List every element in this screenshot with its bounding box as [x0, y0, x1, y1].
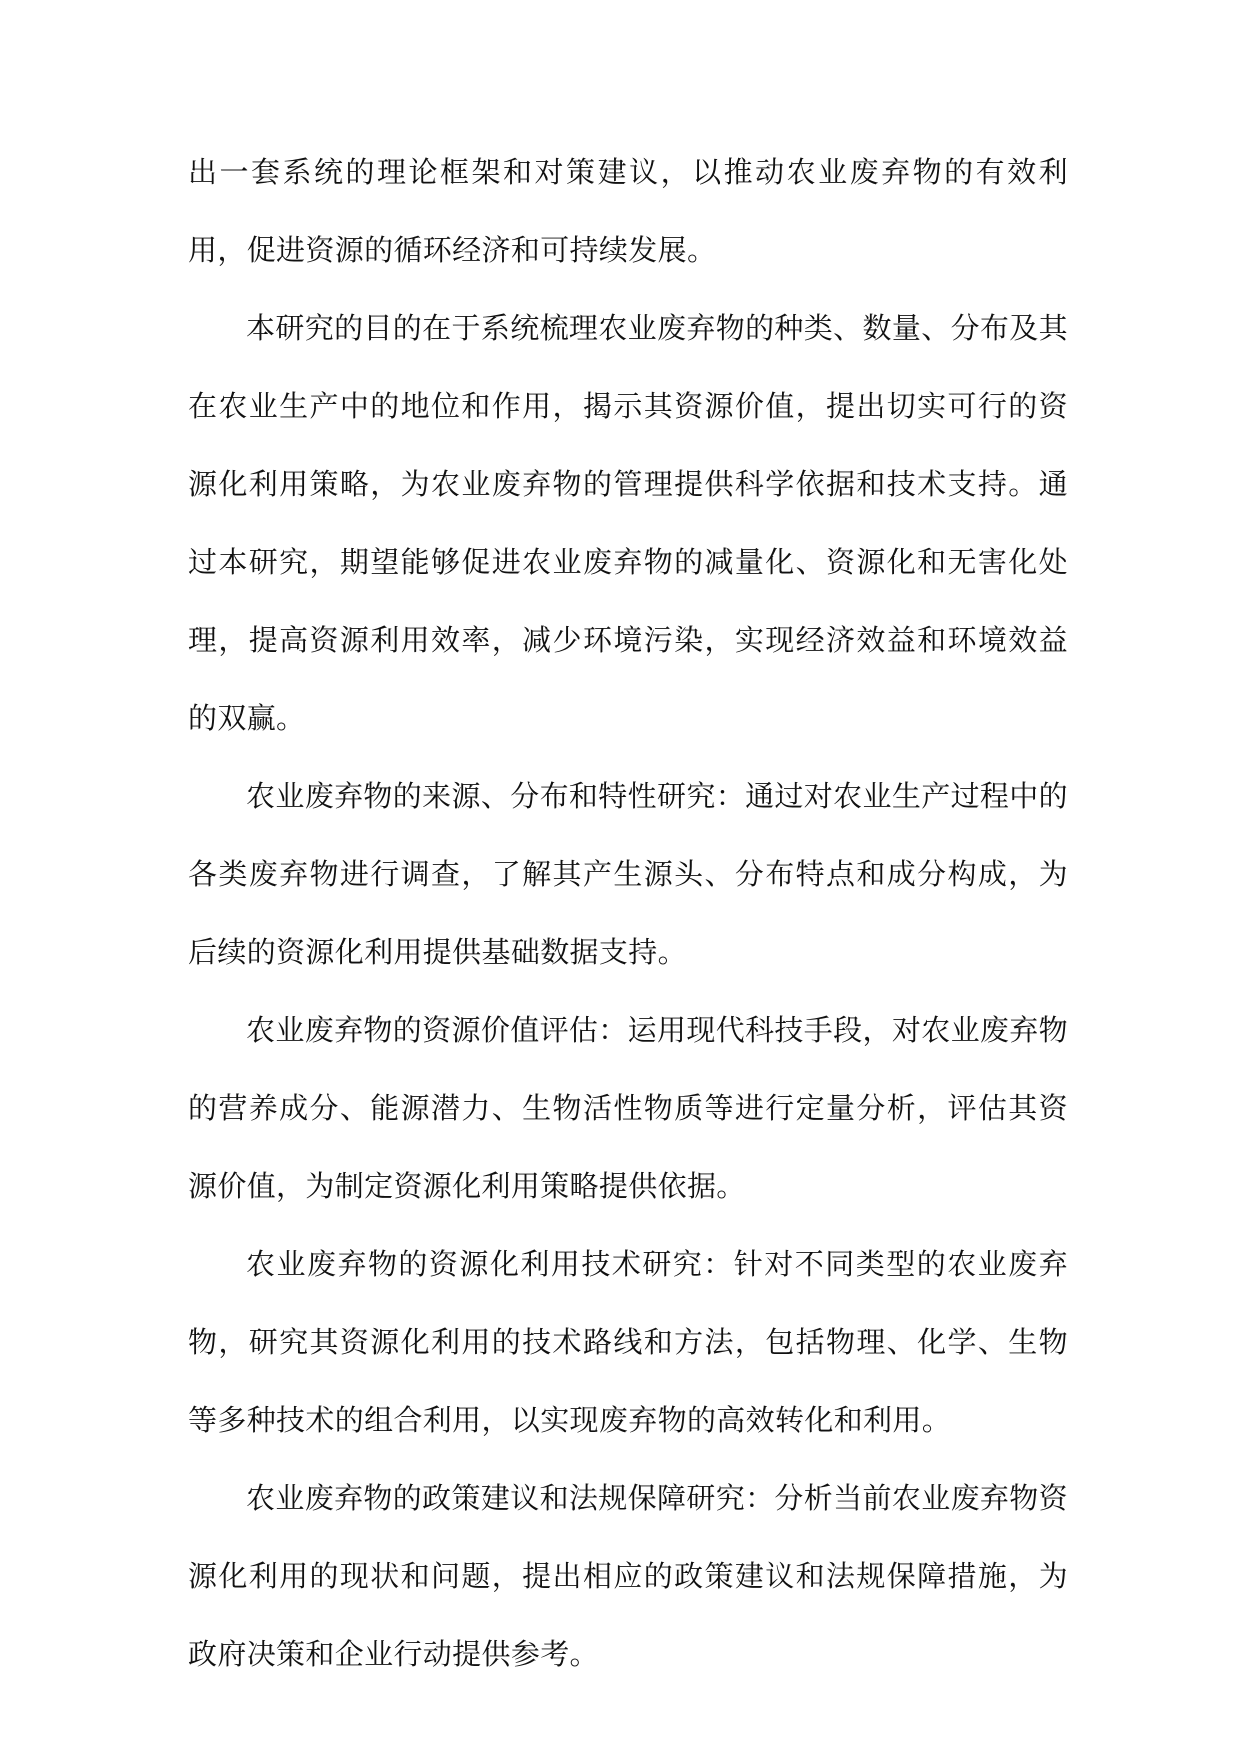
paragraph-policy-regulation: 农业废弃物的政策建议和法规保障研究：分析当前农业废弃物资源化利用的现状和问题，提出相应的政策建议和法规保障措施，为政府决策和企业行动提供参考。 [188, 1481, 1068, 1671]
paragraph-resource-value: 农业废弃物的资源价值评估：运用现代科技手段，对农业废弃物的营养成分、能源潜力、生物活性物质等进行定量分析，评估其资源价值，为制定资源化利用策略提供依据。 [188, 1013, 1068, 1203]
paragraph-source-distribution: 农业废弃物的来源、分布和特性研究：通过对农业生产过程中的各类废弃物进行调查，了解其产生源头、分布特点和成分构成，为后续的资源化利用提供基础数据支持。 [188, 779, 1068, 969]
body-text [188, 133, 1068, 1693]
paragraph-continuation: 出一套系统的理论框架和对策建议，以推动农业废弃物的有效利用，促进资源的循环经济和可持续发展。 [188, 155, 1068, 267]
paragraph-research-purpose: 本研究的目的在于系统梳理农业废弃物的种类、数量、分布及其在农业生产中的地位和作用，揭示其资源价值，提出切实可行的资源化利用策略，为农业废弃物的管理提供科学依据和技术支持。通过本研究，期望能够促进农业废弃物的减量化、资源化和无害化处理，提高资源利用效率，减少环境污染，实现经济效益和环境效益的双赢。 [188, 311, 1068, 735]
paragraph-utilization-technology: 农业废弃物的资源化利用技术研究：针对不同类型的农业废弃物，研究其资源化利用的技术路线和方法，包括物理、化学、生物等多种技术的组合利用，以实现废弃物的高效转化和利用。 [188, 1247, 1068, 1437]
